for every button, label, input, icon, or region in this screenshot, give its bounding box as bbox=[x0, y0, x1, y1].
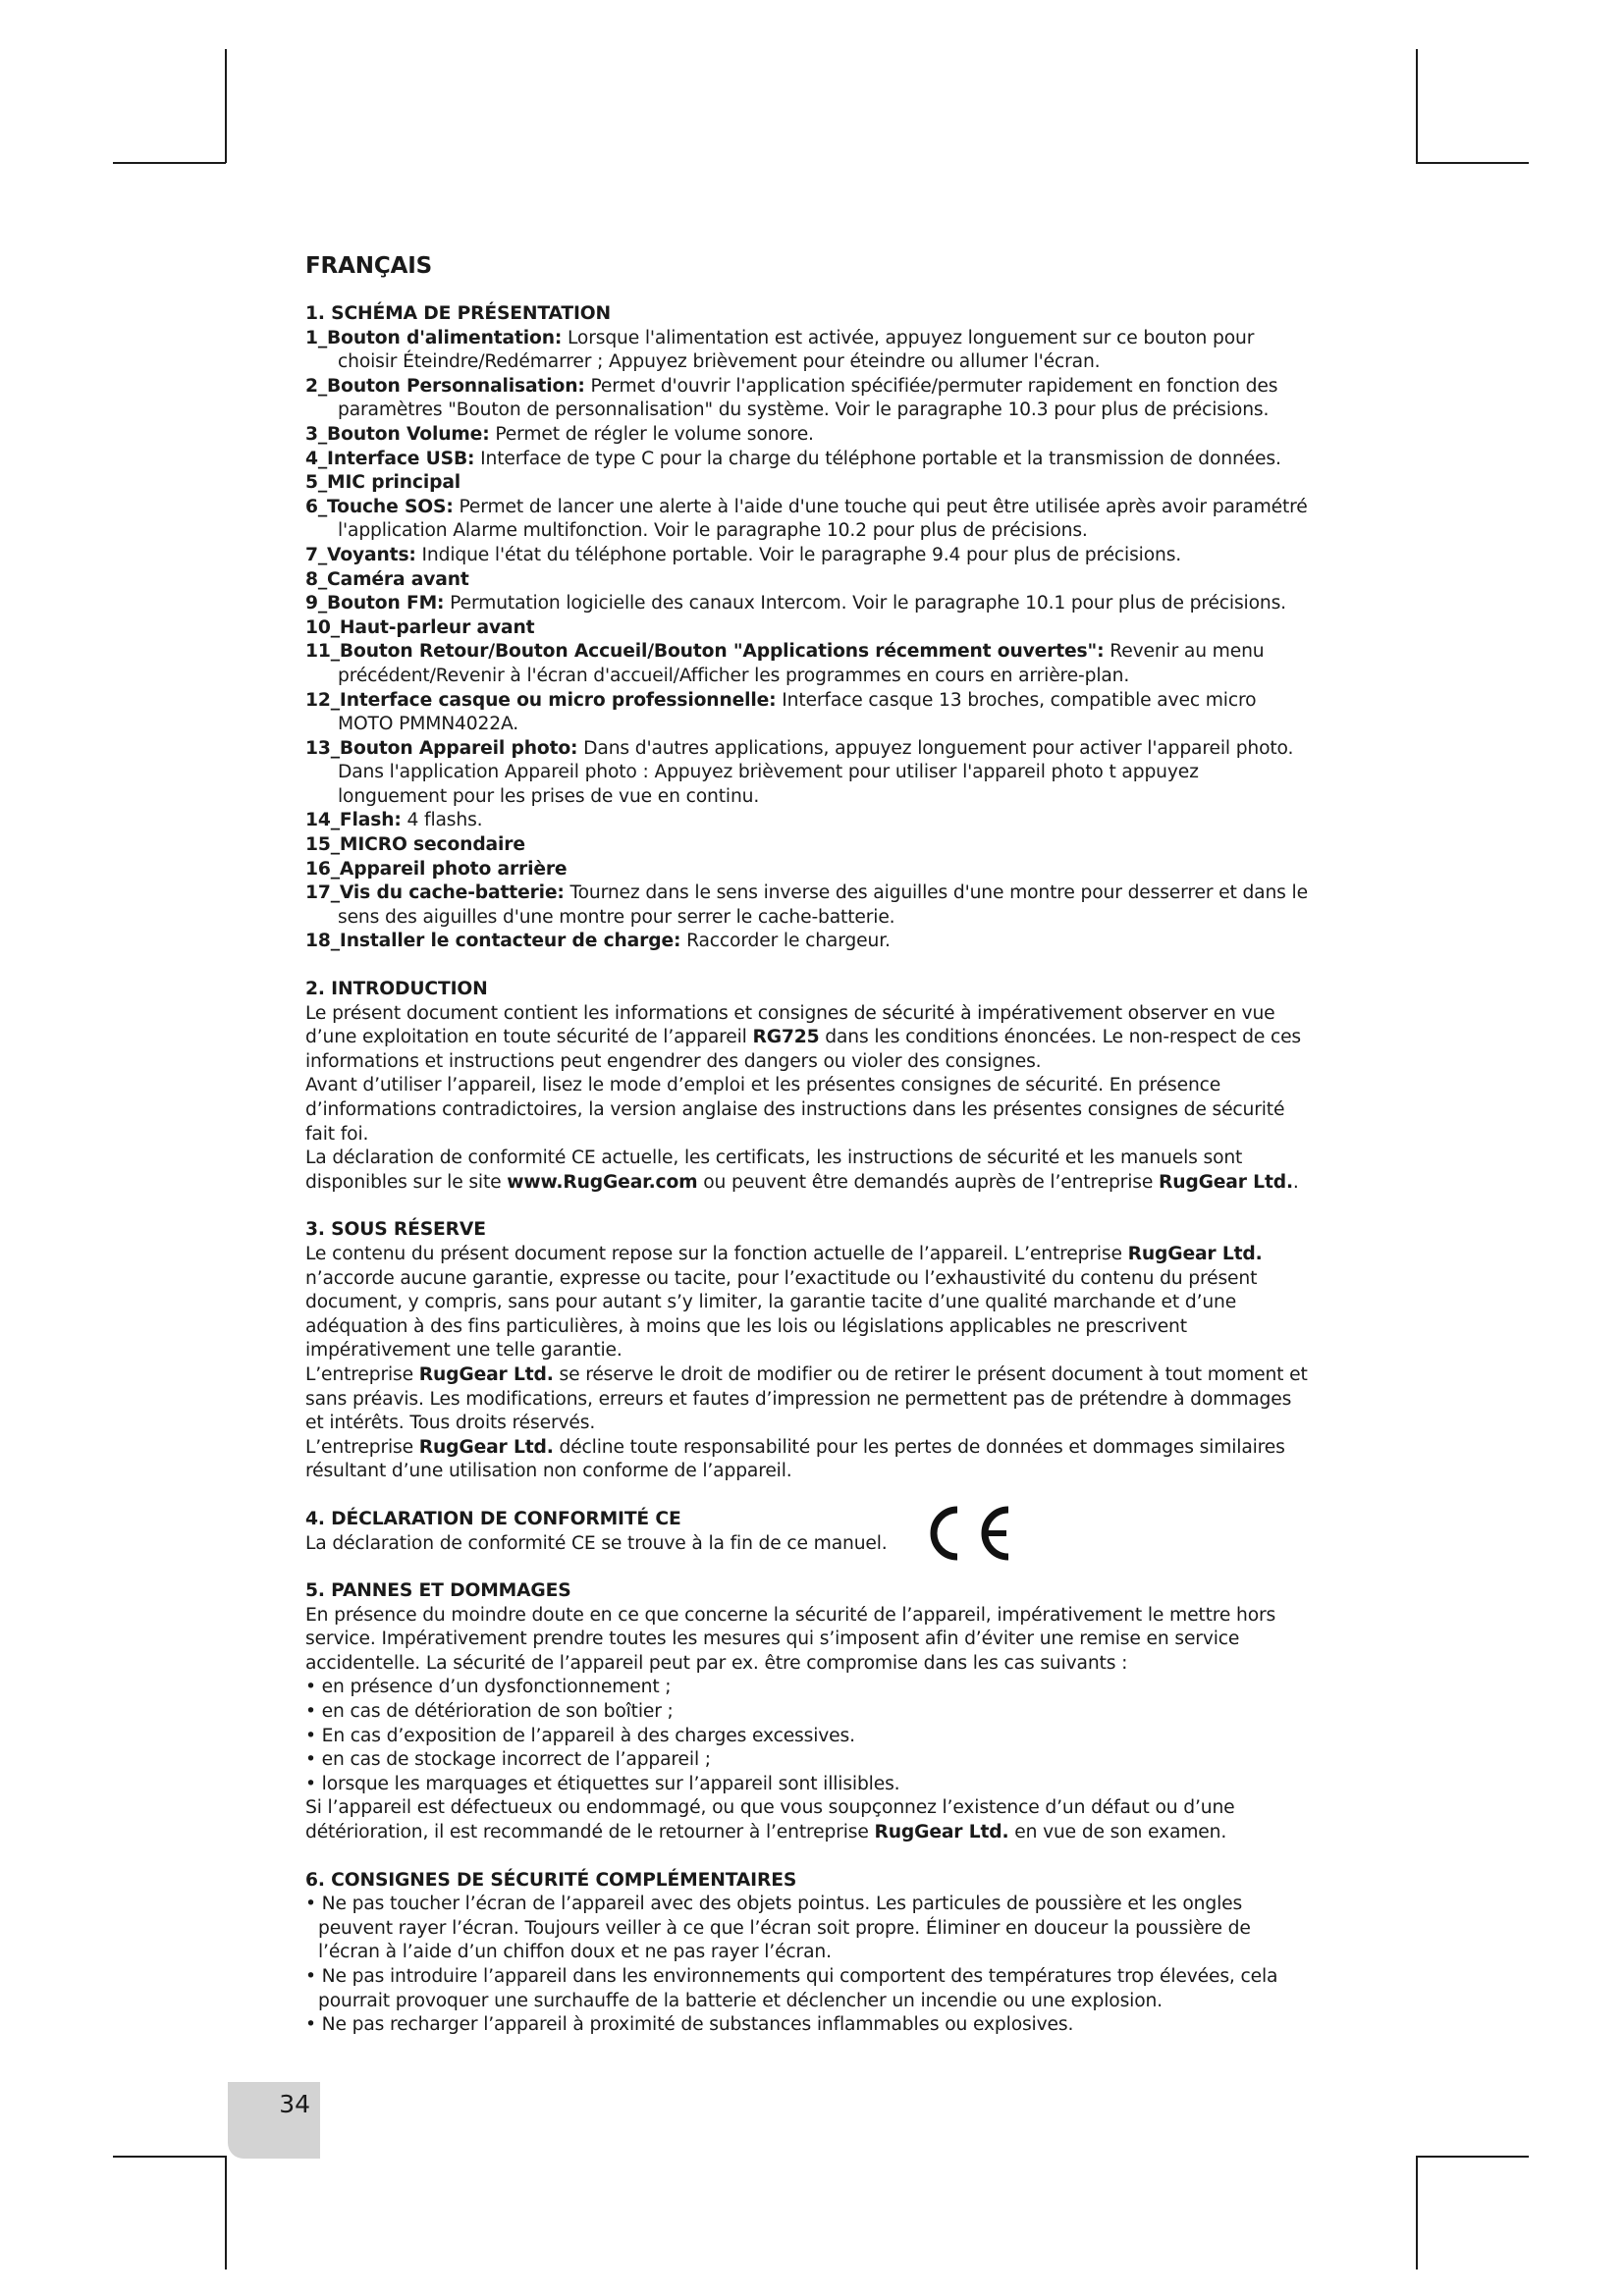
feature-item bbox=[305, 640, 1312, 688]
feature-item bbox=[305, 737, 1312, 762]
paragraph: Le contenu du présent document repose sur la fonction actuelle de l’appareil. L’entreprise RugGear Ltd. n’accorde aucune garantie, expresse ou tacite, pour l’exactitude ou l’exhaustivité du contenu du présent document, y compris, sans pour autant s’y limiter, la garantie tacite d’une qualité marchande et d’une adéquation à des fins particulières, à moins que les lois ou législations applicables ne prescrivent impérativement une telle garantie. bbox=[305, 1243, 1263, 1362]
feature-list bbox=[305, 327, 1312, 954]
feature-number: 13_ bbox=[305, 737, 340, 759]
bullet-item: • lorsque les marquages et étiquettes sur l’appareil sont illisibles. bbox=[305, 1773, 900, 1794]
paragraph: Le présent document contient les informations et consignes de sécurité à impérativement observer en vue d’une exploitation en toute sécurité de l’appareil RG725 dans les conditions énoncées. Le non-respect de ces informations et instructions peut engendrer des dangers ou violer des consignes. bbox=[305, 1002, 1302, 1072]
feature-number: 17_ bbox=[305, 882, 340, 904]
bullet-item: • En cas d’exposition de l’appareil à des charges excessives. bbox=[305, 1725, 855, 1746]
section-heading: 4. DÉCLARATION DE CONFORMITÉ CE bbox=[305, 1508, 681, 1529]
bullet-list bbox=[305, 1893, 1312, 2038]
section-heading: 3. SOUS RÉSERVE bbox=[305, 1219, 486, 1241]
website-link: www.RugGear.com bbox=[507, 1171, 698, 1193]
feature-description: Interface casque 13 broches, compatible avec micro MOTO PMMN4022A. bbox=[338, 689, 1257, 735]
feature-title: Bouton Personnalisation: bbox=[327, 375, 585, 397]
feature-item bbox=[305, 423, 1312, 448]
feature-description: Tournez dans le sens inverse des aiguilles d'une montre pour desserrer et dans le sens des aiguilles d'une montre pour serrer le cache-batterie. bbox=[338, 882, 1308, 928]
feature-title: Touche SOS: bbox=[327, 496, 454, 517]
feature-description: Revenir au menu précédent/Revenir à l'écran d'accueil/Afficher les programmes en cours en arrière-plan. bbox=[338, 641, 1265, 686]
document-body bbox=[305, 251, 1312, 2038]
feature-number: 3_ bbox=[305, 423, 328, 445]
feature-number: 6_ bbox=[305, 496, 328, 517]
feature-item bbox=[305, 930, 1312, 954]
feature-item bbox=[305, 327, 1312, 375]
feature-number: 2_ bbox=[305, 375, 328, 397]
feature-item bbox=[305, 544, 1312, 568]
bullet-item: • en cas de stockage incorrect de l’appareil ; bbox=[305, 1749, 711, 1771]
bullet-item: • en cas de détérioration de son boîtier ; bbox=[305, 1701, 674, 1723]
feature-number: 12_ bbox=[305, 689, 340, 711]
feature-title: Bouton Appareil photo: bbox=[339, 737, 578, 759]
feature-number: 9_ bbox=[305, 593, 328, 614]
feature-description: Raccorder le chargeur. bbox=[680, 931, 891, 952]
feature-title: Flash: bbox=[339, 810, 402, 831]
feature-item bbox=[305, 833, 1312, 858]
feature-title: Installer le contacteur de charge: bbox=[339, 931, 681, 952]
feature-number: 18_ bbox=[305, 931, 340, 952]
feature-description: Lorsque l'alimentation est activée, appuyez longuement sur ce bouton pour choisir Éteindre/Redémarrer ; Appuyez brièvement pour éteindre ou allumer l'écran. bbox=[338, 327, 1255, 373]
feature-description: Permet de régler le volume sonore. bbox=[489, 423, 814, 445]
feature-description: Permet d'ouvrir l'application spécifiée/permuter rapidement en fonction des paramètres "Bouton de personnalisation" du système. Voir le paragraphe 10.3 pour plus de précisions. bbox=[338, 375, 1278, 421]
paragraph: La déclaration de conformité CE se trouve à la fin de ce manuel. bbox=[305, 1532, 888, 1554]
feature-title: Haut-parleur avant bbox=[339, 616, 535, 638]
feature-number: 16_ bbox=[305, 858, 340, 880]
feature-description: 4 flashs. bbox=[401, 810, 483, 831]
feature-title: Bouton FM: bbox=[327, 593, 445, 614]
feature-title: Bouton Volume: bbox=[327, 423, 490, 445]
feature-title: Caméra avant bbox=[327, 568, 469, 590]
feature-item bbox=[305, 858, 1312, 882]
paragraph: La déclaration de conformité CE actuelle, les certificats, les instructions de sécurité et les manuels sont disponibles sur le site www.RugGear.com ou peuvent être demandés auprès de l’entreprise RugGear Ltd.. bbox=[305, 1148, 1299, 1193]
ce-mark-icon bbox=[926, 1504, 1019, 1563]
conformity-block bbox=[305, 1508, 1312, 1556]
paragraph: Avant d’utiliser l’appareil, lisez le mode d’emploi et les présentes consignes de sécurité. En présence d’informations contradictoires, la version anglaise des instructions dans les présentes consignes de sécurité fait foi. bbox=[305, 1075, 1285, 1145]
feature-item bbox=[305, 568, 1312, 593]
crop-mark-top-left-v bbox=[225, 49, 227, 163]
feature-number: 8_ bbox=[305, 568, 328, 590]
feature-item bbox=[305, 689, 1312, 737]
crop-mark-top-right-h bbox=[1416, 162, 1529, 164]
feature-number: 1_ bbox=[305, 327, 328, 348]
feature-item bbox=[305, 809, 1312, 833]
feature-item bbox=[305, 616, 1312, 641]
feature-description: Interface de type C pour la charge du téléphone portable et la transmission de données. bbox=[474, 448, 1281, 469]
feature-title: MIC principal bbox=[327, 472, 461, 494]
section-heading: 1. SCHÉMA DE PRÉSENTATION bbox=[305, 303, 612, 324]
feature-title: Bouton d'alimentation: bbox=[327, 327, 563, 348]
feature-number: 7_ bbox=[305, 544, 328, 565]
feature-number: 4_ bbox=[305, 448, 328, 469]
feature-number: 10_ bbox=[305, 616, 340, 638]
crop-mark-top-left-h bbox=[113, 162, 226, 164]
feature-item bbox=[305, 881, 1312, 930]
feature-number: 11_ bbox=[305, 641, 340, 663]
feature-title: MICRO secondaire bbox=[339, 834, 525, 856]
section-heading: 6. CONSIGNES DE SÉCURITÉ COMPLÉMENTAIRES bbox=[305, 1869, 797, 1891]
feature-title: Appareil photo arrière bbox=[339, 858, 568, 880]
feature-item bbox=[305, 375, 1312, 423]
feature-description: Permutation logicielle des canaux Intercom. Voir le paragraphe 10.1 pour plus de précisions. bbox=[444, 593, 1286, 614]
bullet-item: • Ne pas toucher l’écran de l’appareil avec des objets pointus. Les particules de poussière et les ongles peuvent rayer l’écran. Toujours veiller à ce que l’écran soit propre. Éliminer en douceur la poussière de l’écran à l’aide d’un chiffon doux et ne pas rayer l’écran. bbox=[305, 1894, 1251, 1963]
paragraph: Si l’appareil est défectueux ou endommagé, ou que vous soupçonnez l’existence d’un défaut ou d’une détérioration, il est recommandé de le retourner à l’entreprise RugGear Ltd. en vue de son examen. bbox=[305, 1797, 1235, 1843]
feature-number: 5_ bbox=[305, 472, 328, 494]
paragraph: L’entreprise RugGear Ltd. décline toute responsabilité pour les pertes de données et dommages similaires résultant d’une utilisation non conforme de l’appareil. bbox=[305, 1436, 1285, 1482]
feature-extra: Dans l'application Appareil photo : Appuyez brièvement pour utiliser l'appareil photo t appuyez longuement pour les prises de vue en continu. bbox=[338, 762, 1199, 807]
bullet-item: • Ne pas recharger l’appareil à proximité de substances inflammables ou explosives. bbox=[305, 2014, 1074, 2036]
crop-mark-bottom-right-v bbox=[1416, 2156, 1418, 2269]
bullet-item: • en présence d’un dysfonctionnement ; bbox=[305, 1677, 672, 1698]
feature-description: Indique l'état du téléphone portable. Voir le paragraphe 9.4 pour plus de précisions. bbox=[415, 544, 1182, 565]
feature-item bbox=[305, 496, 1312, 544]
feature-description: Permet de lancer une alerte à l'aide d'une touche qui peut être utilisée après avoir paramétré l'application Alarme multifonction. Voir le paragraphe 10.2 pour plus de précisions. bbox=[338, 496, 1308, 542]
feature-item bbox=[305, 471, 1312, 496]
section-heading: 5. PANNES ET DOMMAGES bbox=[305, 1580, 571, 1602]
section-heading: 2. INTRODUCTION bbox=[305, 979, 488, 1000]
crop-mark-bottom-left-v bbox=[225, 2156, 227, 2269]
feature-number: 14_ bbox=[305, 810, 340, 831]
crop-mark-top-right-v bbox=[1416, 49, 1418, 163]
bullet-item: • Ne pas introduire l’appareil dans les environnements qui comportent des températures trop élevées, cela pourrait provoquer une surchauffe de la batterie et déclencher un incendie ou une explosion. bbox=[305, 1966, 1278, 2011]
feature-title: Bouton Retour/Bouton Accueil/Bouton "Applications récemment ouvertes": bbox=[339, 641, 1105, 663]
paragraph: L’entreprise RugGear Ltd. se réserve le droit de modifier ou de retirer le présent document à tout moment et sans préavis. Les modifications, erreurs et fautes d’impression ne permettent pas de prétendre à dommages et intérêts. Tous droits réservés. bbox=[305, 1363, 1308, 1434]
feature-title: Vis du cache-batterie: bbox=[339, 882, 565, 904]
feature-title: Voyants: bbox=[327, 544, 416, 565]
feature-item bbox=[305, 592, 1312, 616]
page-number: 34 bbox=[228, 2082, 320, 2159]
feature-title: Interface casque ou micro professionnelle: bbox=[339, 689, 777, 711]
crop-mark-bottom-left-h bbox=[113, 2156, 226, 2158]
feature-item bbox=[305, 448, 1312, 472]
bullet-list bbox=[305, 1676, 1312, 1796]
feature-number: 15_ bbox=[305, 834, 340, 856]
feature-title: Interface USB: bbox=[327, 448, 475, 469]
crop-mark-bottom-right-h bbox=[1416, 2156, 1529, 2158]
paragraph: En présence du moindre doute en ce que concerne la sécurité de l’appareil, impérativement le mettre hors service. Impérativement prendre toutes les mesures qui s’imposent afin d’éviter une remise en service accidentelle. La sécurité de l’appareil peut par ex. être compromise dans les cas suivants : bbox=[305, 1604, 1276, 1674]
language-title: FRANÇAIS bbox=[305, 253, 433, 279]
feature-description: Dans d'autres applications, appuyez longuement pour activer l'appareil photo. bbox=[577, 737, 1294, 759]
